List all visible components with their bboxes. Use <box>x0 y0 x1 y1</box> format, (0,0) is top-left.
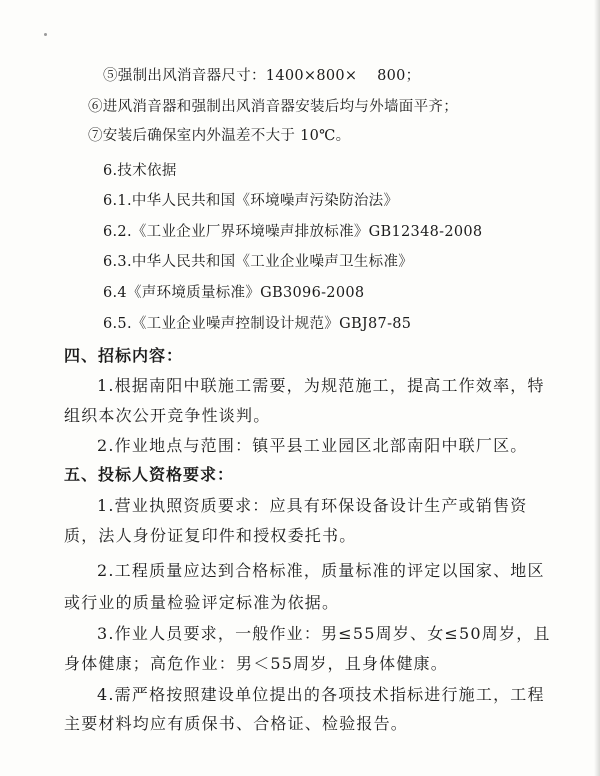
section-5-heading: 五、投标人资格要求： <box>64 465 235 484</box>
section-5-para-4-line-2: 主要材料均应有质保书、合格证、检验报告。 <box>64 714 409 733</box>
tech-basis-6-3: 6.3.中华人民共和国《工业企业噪声卫生标准》 <box>103 254 414 270</box>
item-temperature-diff: ⑦安装后确保室内外温差不大于 10℃。 <box>88 128 351 144</box>
section-4-para-1-line-2: 组织本次公开竞争性谈判。 <box>64 406 271 425</box>
section-4-para-2: 2.作业地点与范围：镇平县工业园区北部南阳中联厂区。 <box>97 436 528 455</box>
section-tech-basis-title: 6.技术依据 <box>103 163 177 179</box>
item-silencer-size: ⑤强制出风消音器尺寸：1400×800× 800； <box>103 68 421 84</box>
tech-basis-6-2: 6.2.《工业企业厂界环境噪声排放标准》GB12348-2008 <box>103 224 483 240</box>
section-4-para-1-line-1: 1.根据南阳中联施工需要，为规范施工，提高工作效率，特 <box>97 376 545 395</box>
tech-basis-6-5: 6.5.《工业企业噪声控制设计规范》GBJ87-85 <box>103 316 412 332</box>
section-5-para-1-line-2: 质，法人身份证复印件和授权委托书。 <box>64 526 357 545</box>
section-5-para-3-line-1: 3.作业人员要求，一般作业：男≤55周岁、女≤50周岁，且 <box>97 624 551 643</box>
tech-basis-6-1: 6.1.中华人民共和国《环境噪声污染防治法》 <box>103 193 399 209</box>
item-silencer-install: ⑥进风消音器和强制出风消音器安装后均与外墙面平齐； <box>88 99 458 115</box>
section-5-para-1-line-1: 1.营业执照资质要求：应具有环保设备设计生产或销售资 <box>97 496 528 515</box>
section-5-para-4-line-1: 4.需严格按照建设单位提出的各项技术指标进行施工，工程 <box>97 685 545 704</box>
scan-speck <box>44 33 47 36</box>
section-5-para-2-line-2: 或行业的质量检验评定标准为依据。 <box>64 593 340 612</box>
section-4-heading: 四、招标内容： <box>64 346 184 365</box>
section-5-para-3-line-2: 身体健康；高危作业：男＜55周岁，且身体健康。 <box>64 654 448 673</box>
tech-basis-6-4: 6.4《声环境质量标准》GB3096-2008 <box>103 285 365 301</box>
page-edge-shadow <box>594 0 600 776</box>
section-5-para-2-line-1: 2.工程质量应达到合格标准，质量标准的评定以国家、地区 <box>97 561 545 580</box>
